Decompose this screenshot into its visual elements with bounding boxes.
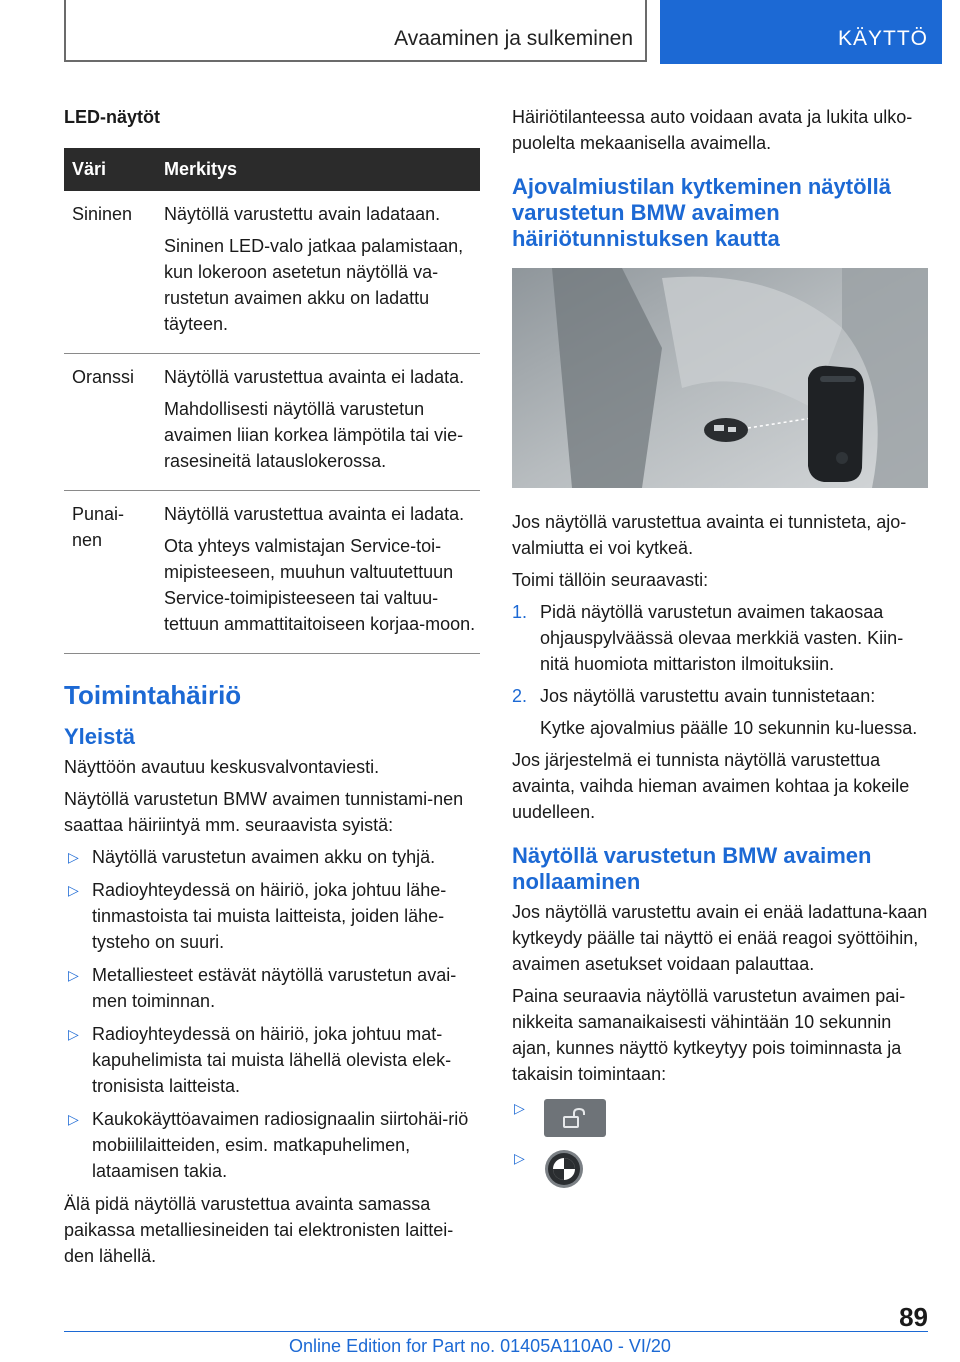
paragraph: Toimi tällöin seuraavasti: (512, 570, 709, 590)
right-column (512, 104, 928, 1199)
paragraph: Näyttöön avautuu keskusvalvontaviesti. (64, 757, 380, 777)
header-section-title: Avaaminen ja sulkeminen (394, 27, 633, 50)
table-cell-color: Sininen (64, 191, 156, 354)
table-cell-meaning (156, 354, 480, 491)
footer-edition[interactable]: Online Edition for Part no. 01405A110A0 - VI/20 (289, 1336, 671, 1356)
table-cell-color: Oranssi (64, 354, 156, 491)
paragraph: Näytöllä varustetun BMW avaimen tunnistami-nen saattaa häiriintyä mm. seuraavista syistä: (64, 789, 464, 835)
table-cell-line: Sininen LED-valo jatkaa palamistaan, kun lokeroon asetetun näytöllä va-rustetun avaimen akku on ladattu täyteen. (164, 236, 464, 334)
paragraph: Jos näytöllä varustettua avainta ei tunnisteta, ajo-valmiutta ei voi kytkeä. (512, 512, 907, 558)
table-cell-line: Näytöllä varustettua avainta ei ladata. (164, 504, 465, 524)
table-row (64, 491, 480, 654)
page-number: 89 (899, 1302, 928, 1332)
steps-list (512, 599, 928, 741)
paragraph: Paina seuraavia näytöllä varustetun avaimen pai-nikkeita samanaikaisesti vähintään 10 sekunnin ajan, kunnes näyttö kytkeytyy pois toiminnasta ja takaisin toimintaan: (512, 986, 906, 1084)
triangle-bullet-icon: ▷ (68, 849, 79, 865)
unlock-icon (560, 1107, 590, 1129)
table-row (64, 354, 480, 491)
table-cell-line: Mahdollisesti näytöllä varustetun avaimen liian korkea lämpötila tai vie-rasesineitä latauslokerossa. (164, 399, 464, 471)
heading-general: Yleistä (64, 724, 135, 749)
header-chapter-title[interactable]: KÄYTTÖ (837, 27, 928, 50)
paragraph: Jos järjestelmä ei tunnista näytöllä varustettua avainta, vaihda hieman avaimen kohtaa ja kokeile uudelleen. (512, 750, 910, 822)
step-text: Pidä näytöllä varustetun avaimen takaosaa ohjauspylväässä olevaa merkkiä vasten. Kiin-nitä huomiota mittariston ilmoituksiin. (540, 602, 904, 674)
triangle-bullet-icon: ▷ (514, 1100, 525, 1116)
list-item: ▷ Radioyhteydessä on häiriö, joka johtuu mat-kapuhelimista tai muista lähellä olevista elek-tronisista laitteista. (64, 1021, 480, 1099)
table-cell-color: Punai-nen (64, 491, 156, 654)
triangle-bullet-icon: ▷ (68, 1026, 79, 1042)
header-section-box (64, 0, 647, 62)
bmw-button-step (512, 1149, 928, 1189)
step-number: 2. (512, 686, 528, 706)
triangle-bullet-icon: ▷ (68, 1111, 79, 1127)
heading-reset: Näytöllä varustetun BMW avaimen nollaaminen (512, 843, 872, 894)
triangle-bullet-icon: ▷ (514, 1150, 525, 1166)
header-chapter-box[interactable] (660, 0, 942, 64)
list-item (512, 683, 928, 741)
left-column (64, 104, 480, 1275)
table-header-row (64, 148, 480, 191)
cause-list (64, 844, 480, 1184)
table-cell-line: Näytöllä varustettua avainta ei ladata. (164, 367, 465, 387)
unlock-button-image (544, 1099, 606, 1137)
table-cell-meaning (156, 191, 480, 354)
paragraph: Älä pidä näytöllä varustettua avainta samassa paikassa metalliesineiden tai elektronisten laittei-den lähellä. (64, 1194, 454, 1266)
heading-malfunction: Toimintahäiriö (64, 680, 242, 710)
step-text: Jos näytöllä varustettu avain tunnistetaan: (540, 686, 876, 706)
list-item: ▷ Radioyhteydessä on häiriö, joka johtuu lähe-tinmastoista tai muista laitteista, joiden lähe-tysteho on suuri. (64, 877, 480, 955)
table-header-color: Väri (64, 148, 156, 191)
table-cell-line: Näytöllä varustettu avain ladataan. (164, 204, 441, 224)
list-item: ▷ Metalliesteet estävät näytöllä varustetun avai-men toiminnan. (64, 962, 480, 1014)
led-title: LED-näytöt (64, 107, 160, 127)
heading-standby: Ajovalmiustilan kytkeminen näytöllä varustetun BMW avaimen häiriötunnistuksen kautta (512, 174, 892, 251)
list-item (512, 599, 928, 677)
table-cell-line: Ota yhteys valmistajan Service-toi-mipisteeseen, muuhun valtuutettuun Service-toimipisteeseen tai valtuu-tettuun ammattitaitoiseen korjaa-moon. (164, 536, 476, 634)
list-item: ▷ Kaukokäyttöavaimen radiosignaalin siirtohäi-riö mobiililaitteiden, esim. matkapuhelimen, lataamisen takia. (64, 1106, 480, 1184)
led-table (64, 148, 480, 654)
step-subtext: Kytke ajovalmius päälle 10 sekunnin ku-luessa. (540, 718, 918, 738)
unlock-button-step (512, 1099, 928, 1137)
table-cell-meaning (156, 491, 480, 654)
paragraph: Häiriötilanteessa auto voidaan avata ja lukita ulko-puolelta mekaanisella avaimella. (512, 107, 913, 153)
step-number: 1. (512, 602, 528, 622)
table-row (64, 191, 480, 354)
table-header-meaning: Merkitys (156, 148, 480, 191)
key-on-steering-column-image (512, 268, 928, 488)
list-item: ▷ Näytöllä varustetun avaimen akku on tyhjä. (64, 844, 480, 870)
triangle-bullet-icon: ▷ (68, 882, 79, 898)
triangle-bullet-icon: ▷ (68, 967, 79, 983)
paragraph: Jos näytöllä varustettu avain ei enää ladattuna-kaan kytkeydy päälle tai näyttö ei enää reagoi syöttöihin, avaimen asetukset voidaan palauttaa. (512, 902, 928, 974)
footer-divider (64, 1331, 928, 1332)
bmw-logo-icon (544, 1149, 584, 1189)
